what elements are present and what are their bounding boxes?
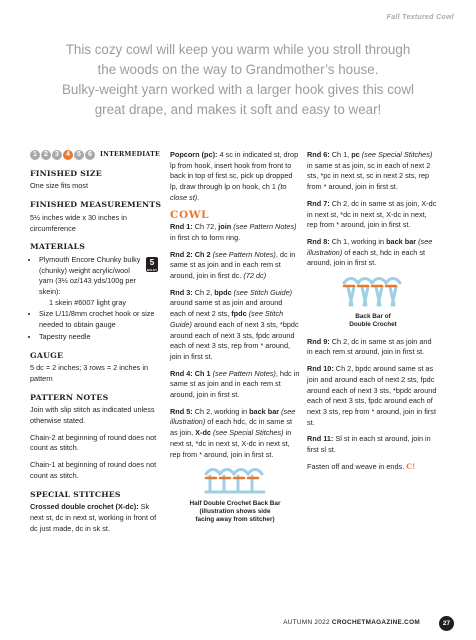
column-1 bbox=[30, 150, 162, 540]
round-ref: (see illustration) bbox=[307, 236, 433, 257]
popcorn-italic: (to close st) bbox=[170, 182, 287, 202]
page-number: 27 bbox=[439, 616, 454, 631]
round-label: Rnd 2: bbox=[170, 249, 193, 259]
round-9 bbox=[307, 337, 439, 358]
crossed-dc-text: Sk next st, dc in next st, working in front of dc just made, dc in sk st. bbox=[30, 502, 157, 533]
skill-level-5: 5 bbox=[74, 150, 84, 160]
round-text: Ch 72, bbox=[192, 222, 219, 232]
dc-back-bar-drawing bbox=[338, 275, 408, 309]
skill-level-label: INTERMEDIATE bbox=[100, 151, 161, 158]
round-label: Rnd 3: bbox=[170, 287, 193, 297]
materials-list-wrap bbox=[30, 255, 162, 343]
gauge-heading: GAUGE bbox=[30, 350, 64, 360]
round-term: pc bbox=[351, 150, 360, 159]
round-text: in first ch to form ring. bbox=[170, 232, 241, 242]
finished-measurements-text: 5½ inches wide x 30 inches in circumference bbox=[30, 212, 127, 233]
round-text: Sl st in each st around, join in first sl st. bbox=[307, 434, 431, 455]
finished-size-heading: FINISHED SIZE bbox=[30, 168, 102, 178]
hdc-back-bar-drawing bbox=[200, 466, 270, 496]
caption-line: facing away from stitcher) bbox=[195, 515, 275, 523]
skill-level-1: 1 bbox=[30, 150, 40, 160]
skill-level-6: 6 bbox=[85, 150, 95, 160]
round-6 bbox=[307, 150, 439, 193]
round-ref: (see Special Stitches) bbox=[361, 150, 433, 159]
round-term: join bbox=[218, 222, 232, 232]
round-text: Ch 2, bpdc around same st as join and around each of next 2 sts, fpdc around each of next 3 sts, *bpdc around each of next 3 sts, fpdc around each of next 3 sts, rep from * around, join in first st. bbox=[307, 364, 437, 427]
pattern-note: Join with slip stitch as indicated unless otherwise stated. bbox=[30, 405, 155, 426]
round-11 bbox=[307, 434, 439, 455]
finished-size-text: One size fits most bbox=[30, 181, 88, 191]
dc-back-bar-caption bbox=[307, 313, 439, 329]
round-ref: (see Pattern Notes) bbox=[212, 249, 276, 259]
round-label: Rnd 10: bbox=[307, 364, 334, 374]
yarn-weight-number: 5 bbox=[149, 257, 155, 267]
footer-season: AUTUMN 2022 bbox=[283, 619, 332, 626]
intro-line: Bulky-weight yarn worked with a larger hook gives this cowl bbox=[61, 82, 415, 97]
material-item: • Size L/11/8mm crochet hook or size needed to obtain gauge bbox=[39, 309, 162, 330]
pattern-notes-heading: PATTERN NOTES bbox=[30, 392, 109, 402]
round-text: Ch 2, dc in same st as join and in each rem st around, join in first st. bbox=[307, 336, 432, 357]
intro-line: great drape, and makes it soft and easy to wear! bbox=[94, 102, 382, 117]
round-ref: (see Stitch Guide) bbox=[233, 287, 293, 297]
pattern-note: Chain-2 at beginning of round does not count as stitch. bbox=[30, 432, 157, 453]
special-stitches-heading: SPECIAL STITCHES bbox=[30, 489, 121, 499]
materials-list bbox=[30, 255, 162, 343]
fasten-off-text: Fasten off and weave in ends. bbox=[307, 461, 405, 471]
popcorn-definition bbox=[170, 150, 300, 204]
popcorn-end: . bbox=[197, 192, 200, 202]
intro-paragraph bbox=[40, 40, 436, 120]
intro-line: This cozy cowl will keep you warm while you stroll through bbox=[65, 42, 411, 57]
round-term: fpdc bbox=[231, 309, 247, 319]
pattern-note: Chain-1 at beginning of round does not count as stitch. bbox=[30, 460, 157, 480]
round-term: X-dc bbox=[195, 428, 211, 438]
material-item: • Tapestry needle bbox=[39, 332, 162, 343]
popcorn-label: Popcorn (pc): bbox=[170, 150, 218, 159]
skill-level-3: 3 bbox=[52, 150, 62, 160]
gauge-text: 5 dc = 2 inches; 3 rows = 2 inches in pattern bbox=[30, 363, 149, 383]
finished-measurements-heading: FINISHED MEASUREMENTS bbox=[30, 200, 162, 210]
column-2 bbox=[170, 150, 300, 532]
hdc-back-bar-caption bbox=[170, 500, 300, 524]
material-item bbox=[39, 255, 162, 309]
round-text: Ch 2, bbox=[192, 287, 215, 297]
round-2 bbox=[170, 250, 300, 282]
material-yarn: Plymouth Encore Chunky bulky (chunky) weight acrylic/wool yarn (3½ oz/143 yds/100g per skein): bbox=[39, 254, 141, 297]
round-text: Ch 2, working in bbox=[192, 406, 250, 416]
round-text: , hdc in same st as join and in each rem st around, join in first st. bbox=[170, 368, 300, 400]
popcorn-text: 4 sc in indicated st, drop lp from hook, insert hook from front to back in top of first sc, pick up dropped lp, draw through lp on hook, ch 1 bbox=[170, 150, 299, 192]
round-text: Ch 1, bbox=[329, 150, 352, 159]
round-1 bbox=[170, 222, 300, 243]
dc-back-bar-illustration bbox=[307, 275, 439, 329]
running-head: Fall Textured Cowl bbox=[386, 14, 454, 21]
round-ref: (see Pattern Notes) bbox=[212, 368, 276, 378]
cowl-heading: COWL bbox=[170, 208, 210, 221]
skill-level-4-active: 4 bbox=[63, 150, 73, 160]
round-7 bbox=[307, 199, 439, 231]
material-sub-item: 1 skein #6007 light gray bbox=[49, 297, 127, 307]
fasten-off bbox=[307, 462, 439, 473]
footer-site: CROCHETMAGAZINE.COM bbox=[331, 619, 420, 626]
round-text: Ch 2, dc in same st as join, X-dc in next st, *dc in next st, X-dc in next, rep from * around, join in first st. bbox=[307, 198, 437, 230]
column-3 bbox=[307, 150, 439, 478]
yarn-weight-label: BULKY bbox=[146, 267, 158, 272]
round-text: around each of next 3 sts, *bpdc around each of next 3 sts, fpdc around each of next 3 sts, rep from * around, join in first st. bbox=[170, 319, 299, 361]
caption-line: Half Double Crochet Back Bar bbox=[189, 499, 281, 507]
yarn-weight-icon bbox=[146, 257, 158, 272]
caption-line: Back Bar of bbox=[355, 312, 391, 320]
round-term: back bar bbox=[249, 406, 280, 416]
round-label: Rnd 8: bbox=[307, 236, 330, 246]
round-ref: (see Stitch Guide) bbox=[170, 309, 284, 329]
round-8 bbox=[307, 237, 439, 269]
crossed-dc-definition bbox=[30, 502, 162, 534]
round-label: Rnd 9: bbox=[307, 336, 330, 346]
round-label: Rnd 6: bbox=[307, 150, 330, 159]
footer bbox=[283, 619, 420, 626]
round-ref: (see Special Stitches) bbox=[213, 428, 284, 438]
round-count: (72 dc) bbox=[243, 271, 267, 281]
materials-heading: MATERIALS bbox=[30, 242, 86, 252]
round-term: back bar bbox=[386, 236, 417, 246]
round-10 bbox=[307, 364, 439, 428]
round-4 bbox=[170, 369, 300, 401]
hdc-back-bar-illustration bbox=[170, 466, 300, 524]
round-label: Rnd 11: bbox=[307, 434, 334, 444]
round-text: in same st as join, sc in each of next 2 sts, *pc in next st, sc in next 2 sts, rep from * around, join in first st. bbox=[307, 160, 431, 192]
end-mark: C! bbox=[406, 461, 416, 471]
round-ref: (see Pattern Notes) bbox=[233, 222, 297, 232]
round-text: around same st as join and around each of next 2 sts, bbox=[170, 298, 283, 319]
round-text: of each hdc, dc in same st as join, bbox=[170, 417, 293, 438]
caption-line: (illustration shows side bbox=[199, 507, 271, 515]
round-text: in next st, *dc in next st, X-dc in next st, rep from * around, join in first st. bbox=[170, 428, 292, 459]
intro-line: the woods on the way to Grandmother’s house. bbox=[97, 62, 379, 77]
round-5 bbox=[170, 407, 300, 461]
round-3 bbox=[170, 288, 300, 363]
round-text: Ch 1, working in bbox=[329, 236, 387, 246]
round-label: Rnd 4: bbox=[170, 368, 193, 378]
round-term: Ch 2 bbox=[194, 249, 211, 259]
round-term: Ch 1 bbox=[194, 368, 211, 378]
round-label: Rnd 1: bbox=[170, 222, 193, 232]
skill-level-2: 2 bbox=[41, 150, 51, 160]
round-term: bpdc bbox=[214, 287, 232, 297]
round-text: , dc in same st as join and in each rem st around, join in first dc. bbox=[170, 249, 296, 281]
crossed-dc-label: Crossed double crochet (X-dc): bbox=[30, 502, 139, 512]
round-label: Rnd 7: bbox=[307, 198, 330, 208]
caption-line: Double Crochet bbox=[349, 320, 397, 328]
round-ref: (see illustration) bbox=[170, 406, 296, 427]
round-text: of each st, hdc in each st around, join in first st. bbox=[307, 247, 426, 268]
skill-level bbox=[30, 150, 162, 161]
round-label: Rnd 5: bbox=[170, 406, 193, 416]
